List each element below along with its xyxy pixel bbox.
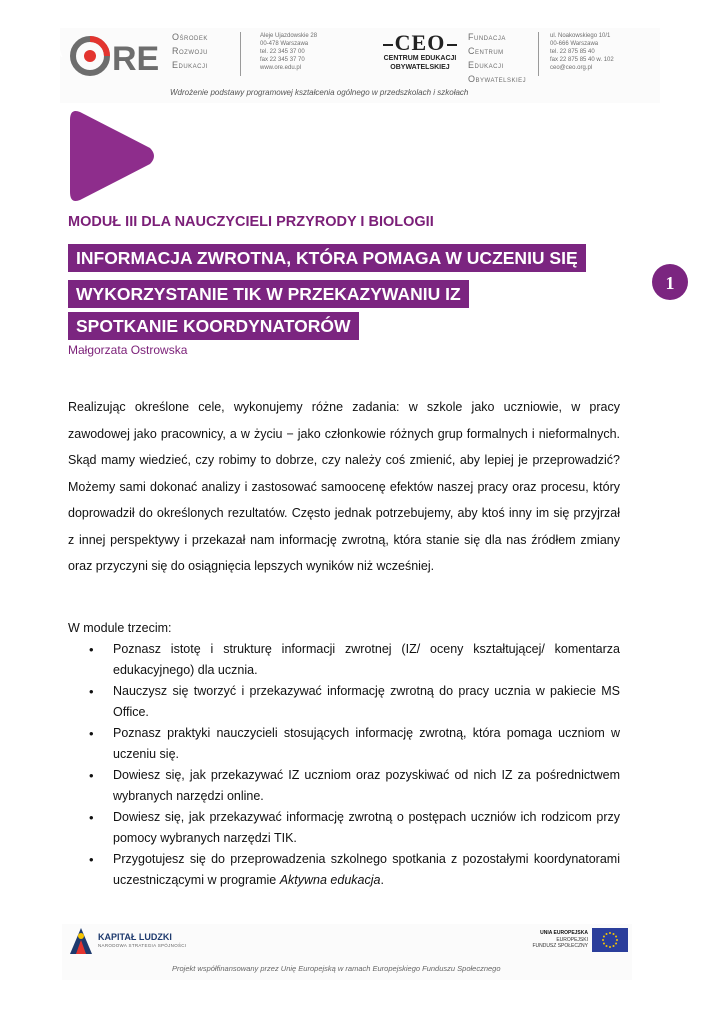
eu-star [602,939,604,941]
program-name: Aktywna edukacja [279,873,381,887]
page-number-badge [650,262,690,302]
kl-name: KAPITAŁ LUDZKI [98,932,172,942]
eu-star [613,945,615,947]
headline-3: SPOTKANIE KOORDYNATORÓW [68,312,359,340]
aktywna-edukacja-badge [66,108,158,204]
page-footer [62,924,632,980]
eu-star [616,939,618,941]
eu-star [609,932,611,934]
list-item: • Nauczysz się tworzyć i przekazywać informację zwrotną do pracy ucznia w pakiecie MS Office. [88,681,620,723]
ore-logo [68,34,168,78]
intro-paragraph: Realizując określone cele, wykonujemy różne zadania: w szkole jako uczniowie, w pracy zawodowej jako pracownicy, a w życiu − jako członkowie różnych grup formalnych i nieformalnych. Skąd mamy wiedzieć, czy robimy to dobrze, czy należy coś zmienić, aby lepiej je przeprowadzić? Możemy sami dokonać analizy i zastosować samoocenę efektów naszej pracy oraz procesu, który doprowadził do określonych rezultatów. Często jednak potrzebujemy, aby ktoś inny im się przyjrzał z innej perspektywy i przekazał nam informację zwrotną, która stanie się dla nas źródłem zmiany oraz przyczyni się do osiągnięcia lepszych wyników niż wcześniej. [68,400,620,573]
list-item: • Dowiesz się, jak przekazywać informację zwrotną o postępach uczniów ich rodzicom przy pomocy wybranych narzędzi TIK. [88,807,620,849]
eu-star [603,936,605,938]
ore-address: Aleje Ujazdowskie 28 00-478 Warszawa tel. 22 345 37 00 fax 22 345 37 70 www.ore.edu.pl [260,33,318,71]
eu-star [615,936,617,938]
headline-2: WYKORZYSTANIE TIK W PRZEKAZYWANIU IZ [68,280,469,308]
kl-subtitle: NARODOWA STRATEGIA SPÓJNOŚCI [98,943,187,948]
ore-institution-name: Ośrodek Rozwoju Edukacji [172,32,208,70]
header-divider [538,32,539,76]
page-number: 1 [665,273,675,293]
header-tagline: Wdrożenie podstawy programowej kształcenia ogólnego w przedszkolach i szkołach [170,88,469,97]
eu-star [615,943,617,945]
page-header [60,28,660,103]
eu-text: UNIA EUROPEJSKA EUROPEJSKI FUNDUSZ SPOŁECZNY [532,930,588,949]
fund-address: ul. Noakowskiego 10/1 00-666 Warszawa tel. 22 875 85 40 fax 22 875 85 40 w. 102 ceo@ceo.org.pl [550,33,614,71]
fund-name: Fundacja Centrum Edukacji Obywatelskiej [468,32,527,84]
badge-text: AKTYWNA EDUKACJA [10,38,63,60]
ceo-subtitle: CENTRUM EDUKACJI OBYWATELSKIEJ [383,55,457,71]
objectives-list [88,639,620,891]
list-item [88,849,620,891]
eu-star [606,933,608,935]
list-item-text: Przygotujesz się do przeprowadzenia szkolnego spotkania z pozostałymi koordynatorami uczestniczącymi w programie [113,852,620,887]
footer-note: Projekt współfinansowany przez Unię Europejską w ramach Europejskiego Funduszu Społecznego [172,964,501,973]
list-item-end: . [380,873,384,887]
list-item: • Poznasz istotę i strukturę informacji zwrotnej (IZ/ oceny kształtującej/ komentarza edukacyjnego) dla ucznia. [88,639,620,681]
eu-star [609,946,611,948]
kapital-ludzki-logo [68,926,94,956]
eu-star [606,945,608,947]
author-name: Małgorzata Ostrowska [68,343,188,357]
eu-star [613,933,615,935]
header-divider [240,32,241,76]
ceo-mark: CEO [378,32,462,54]
headline-1: INFORMACJA ZWROTNA, KTÓRA POMAGA W UCZENIU SIĘ [68,244,586,272]
svg-text:RE: RE [112,40,160,78]
list-item: • Poznasz praktyki nauczycieli stosujących informację zwrotną, która pomaga uczniom w uczeniu się. [88,723,620,765]
eu-star [603,943,605,945]
module-lead: W module trzecim: [68,621,172,635]
module-title: MODUŁ III DLA NAUCZYCIELI PRZYRODY I BIOLOGII [68,214,434,230]
eu-flag-icon [592,928,628,952]
ceo-logo [378,32,462,78]
list-item: • Dowiesz się, jak przekazywać IZ uczniom oraz pozyskiwać od nich IZ za pośrednictwem wybranych narzędzi online. [88,765,620,807]
